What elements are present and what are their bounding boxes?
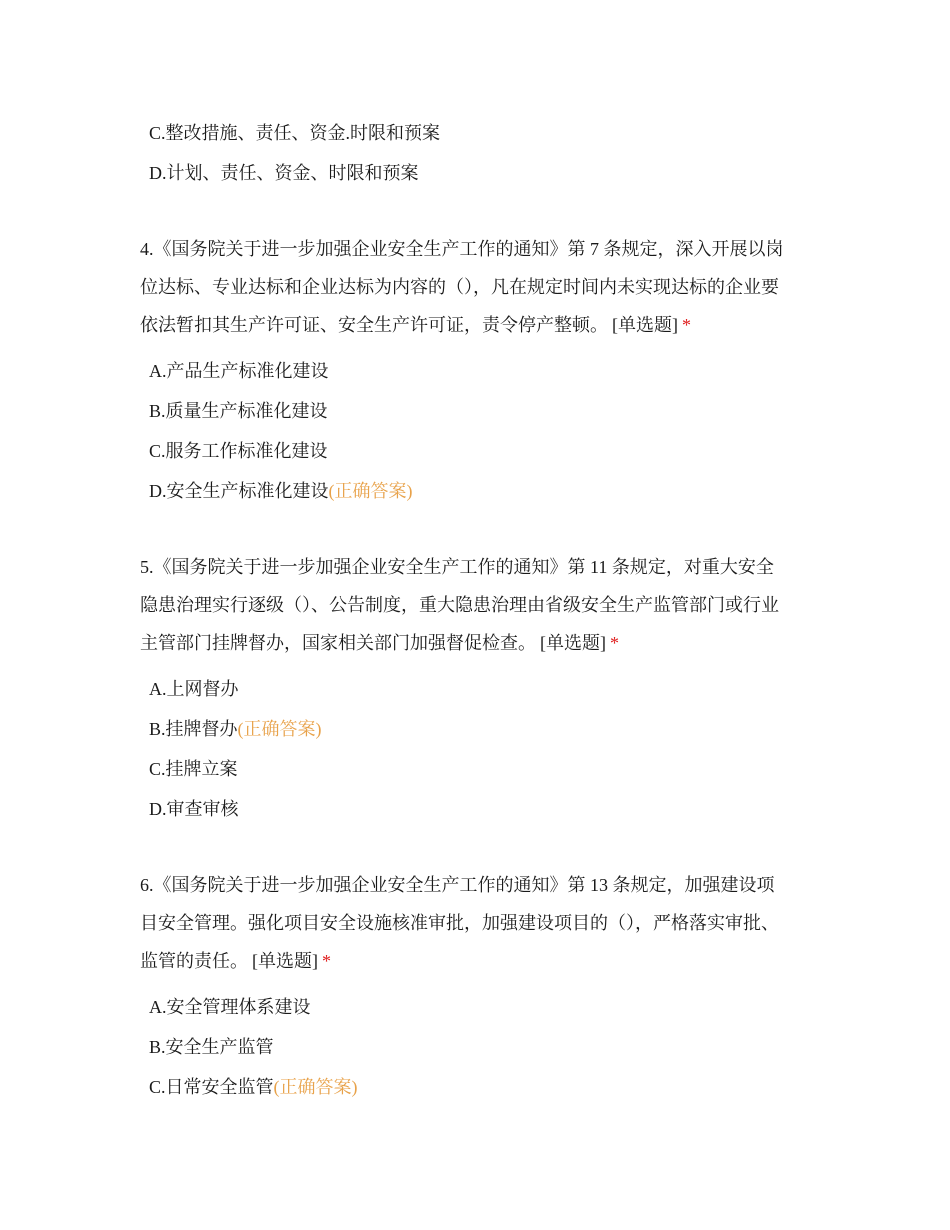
option-text: C.挂牌立案 [149, 759, 238, 779]
question-line: 4.《国务院关于进一步加强企业安全生产工作的通知》第 7 条规定，深入开展以岗 [140, 239, 784, 259]
option-text: D.计划、责任、资金、时限和预案 [149, 163, 419, 183]
question-line: 6.《国务院关于进一步加强企业安全生产工作的通知》第 13 条规定，加强建设项 [140, 875, 775, 895]
option-item [149, 1076, 358, 1098]
question-line-text: 监管的责任。 [140, 951, 248, 971]
option-text: B.安全生产监管 [149, 1037, 274, 1057]
option-item [149, 400, 328, 422]
option-item [149, 480, 413, 502]
question-6-stem [140, 866, 820, 980]
question-5-stem [140, 548, 820, 662]
question-line: 隐患治理实行逐级（）、公告制度，重大隐患治理由省级安全生产监管部门或行业 [140, 595, 779, 615]
option-text: B.质量生产标准化建设 [149, 401, 328, 421]
question-line [140, 624, 820, 662]
question-line: 位达标、专业达标和企业达标为内容的（），凡在规定时间内未实现达标的企业要 [140, 277, 779, 297]
option-text: D.审查审核 [149, 799, 239, 819]
question-type-tag: [单选题] [540, 633, 606, 653]
option-text: D.安全生产标准化建设 [149, 481, 329, 501]
option-item [149, 718, 322, 740]
question-line-text: 主管部门挂牌督办，国家相关部门加强督促检查。 [140, 633, 536, 653]
option-item [149, 162, 419, 184]
question-type-tag: [单选题] [612, 315, 678, 335]
option-item [149, 360, 329, 382]
option-item [149, 122, 440, 144]
question-type-tag: [单选题] [252, 951, 318, 971]
question-line [140, 306, 820, 344]
option-item [149, 440, 328, 462]
required-mark: * [682, 315, 691, 335]
option-item [149, 996, 311, 1018]
option-text: C.服务工作标准化建设 [149, 441, 328, 461]
option-text: A.安全管理体系建设 [149, 997, 311, 1017]
option-text: A.上网督办 [149, 679, 239, 699]
option-text: C.日常安全监管 [149, 1077, 274, 1097]
question-line: 5.《国务院关于进一步加强企业安全生产工作的通知》第 11 条规定，对重大安全 [140, 557, 774, 577]
option-item [149, 798, 239, 820]
required-mark: * [610, 633, 619, 653]
option-text: C.整改措施、责任、资金.时限和预案 [149, 123, 441, 143]
option-item [149, 1036, 274, 1058]
question-line: 目安全管理。强化项目安全设施核准审批，加强建设项目的（），严格落实审批、 [140, 913, 779, 933]
question-line [140, 942, 820, 980]
required-mark: * [322, 951, 331, 971]
option-text: B.挂牌督办 [149, 719, 238, 739]
correct-answer-label: (正确答案) [328, 481, 413, 501]
option-text: A.产品生产标准化建设 [149, 361, 329, 381]
option-item [149, 678, 239, 700]
question-line-text: 依法暂扣其生产许可证、安全生产许可证，责令停产整顿。 [140, 315, 608, 335]
question-4-stem [140, 230, 820, 344]
correct-answer-label: (正确答案) [273, 1077, 358, 1097]
option-item [149, 758, 238, 780]
correct-answer-label: (正确答案) [237, 719, 322, 739]
